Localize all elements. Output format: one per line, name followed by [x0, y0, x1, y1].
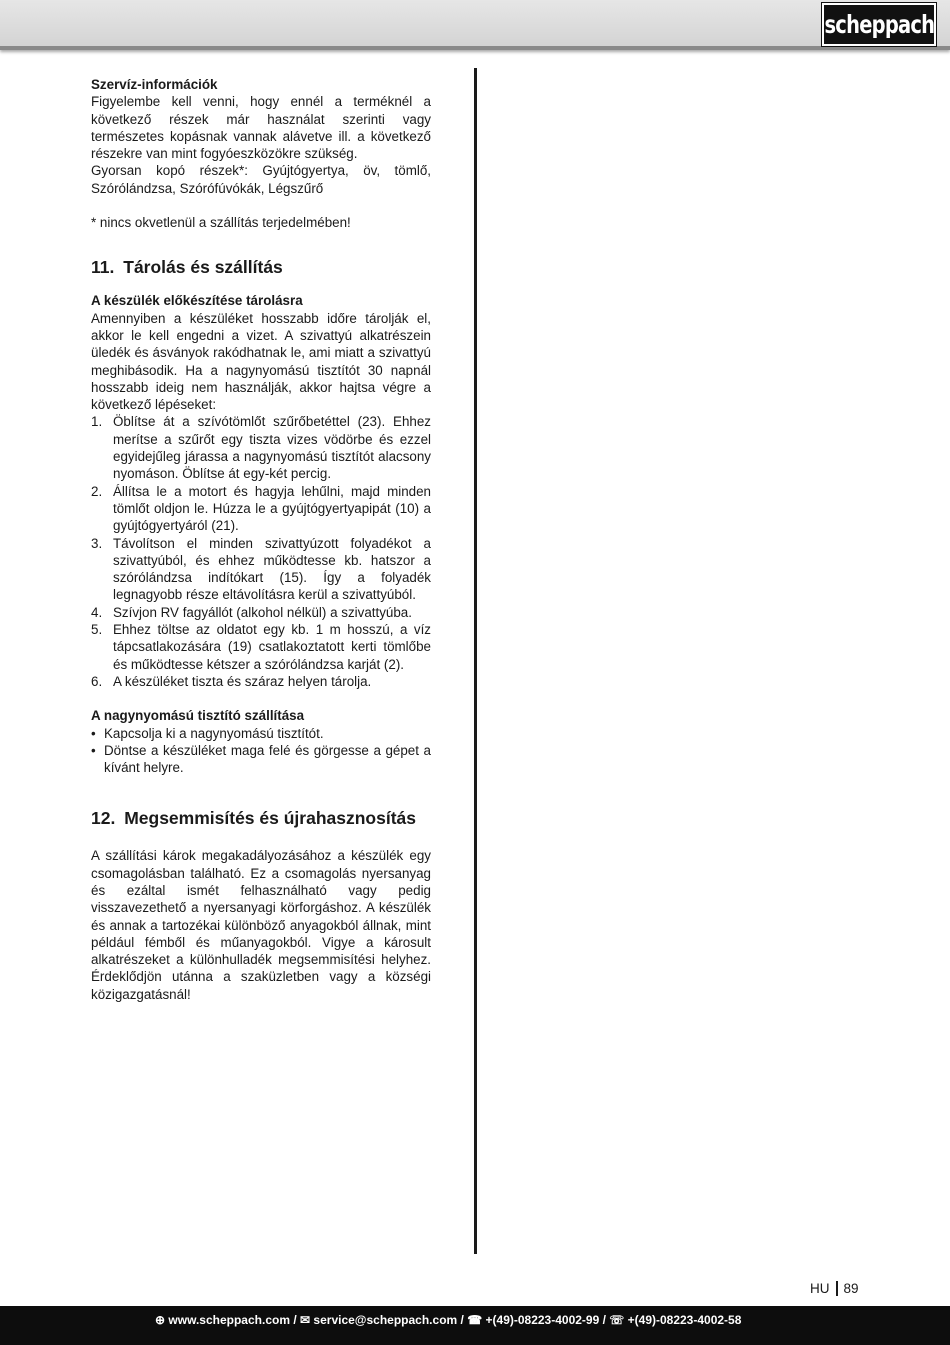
step-text: A készüléket tiszta és száraz helyen tárolja.	[113, 673, 372, 689]
list-item	[91, 413, 431, 482]
footer-phone: +(49)-08223-4002-99	[485, 1313, 600, 1327]
header-band	[0, 0, 950, 50]
list-item	[91, 604, 431, 621]
section-11-number: 11.	[91, 257, 115, 278]
section-12-number: 12.	[91, 808, 116, 829]
list-item	[91, 621, 431, 673]
step-text: Ehhez töltse az oldatot egy kb. 1 m hosszú, a víz tápcsatlakozására (19) csatlakoztatott kerti tömlőbe és működtesse kétszer a szórólándzsa karját (2).	[113, 622, 431, 672]
transport-list	[91, 725, 431, 777]
step-text: Állítsa le a motort és hagyja lehűlni, majd minden tömlőt oldjon le. Húzza le a gyújtógyertyapipát (10) a gyújtógyertyáról (21).	[113, 483, 431, 534]
step-number: 5.	[91, 622, 103, 638]
mail-icon: ✉	[300, 1313, 311, 1327]
step-text: Öblítse át a szívótömlőt szűrőbetéttel (23). Ehhez merítse a szűrőt egy tiszta vizes vödörbe és ezzel egyidejűleg járassa a nagynyomású tisztítót alacsony nyomáson. Öblítse át egy-két percig.	[113, 414, 431, 482]
list-item	[91, 725, 431, 742]
service-heading: Szervíz-információk	[91, 77, 218, 92]
footer-web-link[interactable]: www.scheppach.com	[168, 1313, 290, 1327]
footer-separator: /	[290, 1313, 301, 1327]
footer-separator: /	[599, 1313, 610, 1327]
transport-item-text: Döntse a készüléket maga felé és görgesse a gépet a kívánt helyre.	[104, 742, 431, 776]
step-number: 4.	[91, 604, 103, 620]
storage-text: Amennyiben a készüléket hosszabb időre tárolják el, akkor le kell engedni a vizet. A szivattyú alkatrészein üledék és ásványok rakódhatnak le, ami miatt a szivattyú meghibásodik. Ha a nagynyomású tisztítót 30 napnál hosszabb ideig nem használják, akkor hajtsa végre a következő lépéseket:	[91, 310, 431, 413]
section-11-heading	[91, 256, 431, 278]
phone-icon: ☎	[467, 1313, 483, 1327]
step-number: 6.	[91, 673, 103, 689]
footer-separator: /	[457, 1313, 468, 1327]
step-number: 1.	[91, 414, 103, 430]
step-text: Szívjon RV fagyállót (alkohol nélkül) a szivattyúba.	[113, 604, 412, 620]
bullet-icon: •	[91, 725, 96, 741]
step-number: 2.	[91, 483, 103, 499]
page-number-value: 89	[843, 1281, 859, 1296]
page-number	[810, 1281, 859, 1296]
brand-logo	[822, 3, 936, 46]
fax-icon: ☏	[609, 1313, 625, 1327]
transport-item-text: Kapcsolja ki a nagynyomású tisztítót.	[104, 725, 324, 741]
service-text: Figyelembe kell venni, hogy ennél a terméknél a következő részek már használat szerinti vagy természetes kopásnak vannak alávetve ill. a következő részekre van mint fogyóeszközökre szükség.	[91, 94, 431, 162]
footer-contact	[155, 1313, 741, 1327]
step-number: 3.	[91, 535, 103, 551]
list-item	[91, 673, 431, 690]
left-column	[91, 76, 431, 1003]
transport-heading: A nagynyomású tisztító szállítása	[91, 708, 305, 724]
list-item	[91, 483, 431, 535]
logo-text: scheppach	[824, 10, 934, 39]
wear-parts-text: Gyorsan kopó részek*: Gyújtógyertya, öv, tömlő, Szórólándzsa, Szórófúvókák, Légszűrő	[91, 163, 431, 196]
column-divider	[474, 68, 477, 1254]
footer-fax: +(49)-08223-4002-58	[627, 1313, 742, 1327]
section-11-title: Tárolás és szállítás	[123, 257, 283, 278]
list-item	[91, 742, 431, 777]
page-separator	[836, 1281, 838, 1296]
step-text: Távolítson el minden szivattyúzott folyadékot a szivattyúból, és ehhez működtesse kb. hatszor a szórólándzsa indítókart (15). Így a folyadék legnagyobb része eltávolításra kerül a szivattyúból.	[113, 535, 431, 603]
footer-email-link[interactable]: service@scheppach.com	[313, 1313, 458, 1327]
globe-icon: ⊕	[155, 1313, 166, 1327]
page-language: HU	[810, 1281, 830, 1296]
list-item	[91, 535, 431, 604]
section-12-title: Megsemmisítés és újrahasznosítás	[124, 808, 416, 829]
storage-heading: A készülék előkészítése tárolásra	[91, 293, 303, 309]
disposal-text: A szállítási károk megakadályozásához a készülék egy csomagolásban található. Ez a csomagolás nyersanyag és ezáltal ismét felhasználható vagy pedig visszavezethető a nyersanyagi körforgáshoz. A készülék és annak a tartozékai különböző anyagokból állnak, mint például fémből és műanyagokból. Vigye a károsult alkatrészeket a különhulladék megsemmisítési helyhez. Érdeklődjön utánna a szaküzletben vagy a községi közigazgatásnál!	[91, 848, 431, 1002]
footnote: * nincs okvetlenül a szállítás terjedelmében!	[91, 215, 351, 231]
bullet-icon: •	[91, 742, 96, 758]
storage-steps-list	[91, 413, 431, 690]
section-12-heading	[91, 807, 431, 829]
